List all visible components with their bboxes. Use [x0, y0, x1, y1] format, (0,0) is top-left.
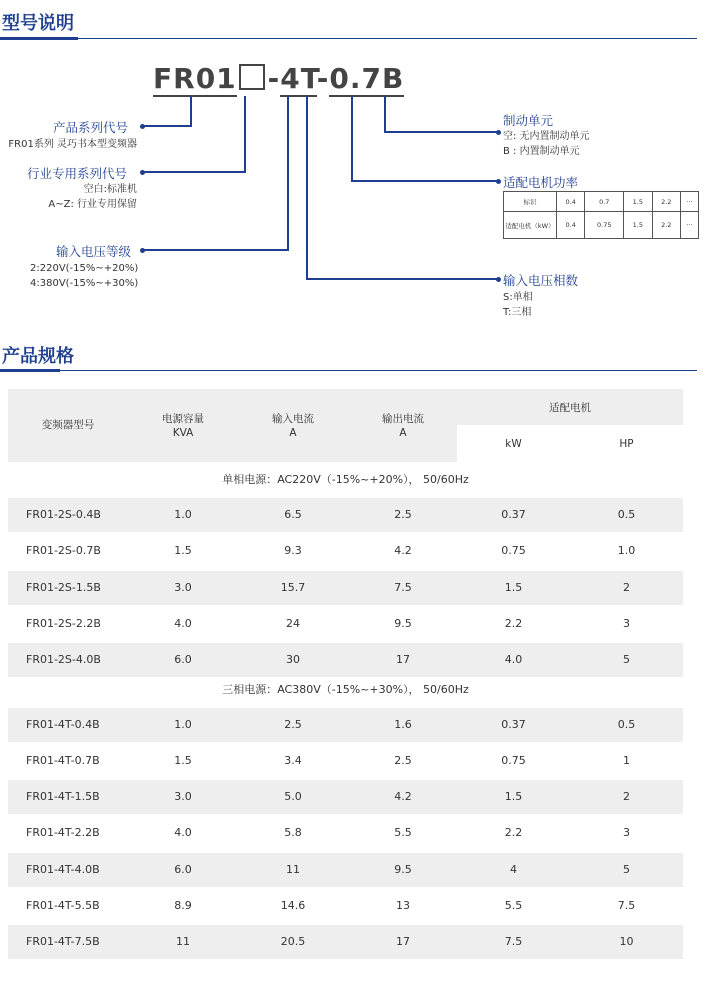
- header-input-current: 输入电流: [272, 413, 314, 425]
- label-voltage-class: 输入电压等级: [56, 244, 132, 259]
- code-voltage: 4T: [280, 62, 317, 95]
- value-cell: 5.5: [504, 899, 523, 912]
- value-cell: 3.0: [174, 790, 192, 804]
- value-cell: 11: [286, 862, 300, 876]
- section-accent: [0, 37, 78, 40]
- label-industry-code: 行业专用系列代号: [27, 166, 128, 181]
- connector-dot: [496, 179, 501, 184]
- section-divider: [0, 38, 697, 39]
- value-cell: 17: [396, 935, 410, 949]
- header-capacity: 电源容量: [162, 413, 204, 425]
- label-brake-desc: 空: 无内置制动单元: [503, 131, 590, 142]
- value-cell: 8.9: [174, 899, 192, 912]
- value-cell: 9.3: [284, 544, 302, 558]
- value-cell: 4.2: [394, 790, 412, 804]
- value-cell: 4: [510, 862, 517, 876]
- group-label: 三相电源：AC380V（-15%~+30%）， 50/60Hz: [222, 682, 469, 696]
- model-cell: FR01-2S-0.4B: [26, 508, 101, 521]
- value-cell: 1.5: [504, 790, 523, 804]
- value-cell: 14.6: [280, 899, 306, 912]
- table-row: [8, 925, 683, 959]
- value-cell: 2.5: [394, 753, 412, 767]
- value-cell: 2.5: [284, 717, 302, 731]
- model-cell: FR01-2S-0.7B: [26, 544, 101, 558]
- model-cell: FR01-4T-2.2B: [26, 826, 100, 840]
- code-series: FR01: [153, 62, 237, 95]
- value-cell: 6.0: [174, 862, 192, 876]
- code-blank-box: [239, 64, 265, 90]
- section-title-spec: 产品规格: [2, 346, 74, 367]
- power-table-cell: ···: [680, 192, 698, 212]
- connector-line: [384, 96, 386, 133]
- label-voltage-desc: 4:380V(-15%~+30%): [30, 278, 139, 289]
- value-cell: 11: [176, 935, 190, 949]
- code-power: 0.7: [329, 62, 382, 95]
- value-cell: 20.5: [280, 935, 306, 949]
- power-table-row: [504, 212, 699, 239]
- value-cell: 4.0: [504, 653, 523, 667]
- header-input-unit: A: [289, 427, 297, 439]
- header-output-current: 输出电流: [382, 413, 424, 425]
- value-cell: 1.6: [394, 717, 412, 731]
- value-cell: 3.0: [174, 580, 192, 594]
- header-hp: HP: [619, 438, 634, 450]
- value-cell: 1.0: [174, 508, 192, 521]
- value-cell: 9.5: [394, 616, 412, 630]
- value-cell: 1: [623, 753, 630, 767]
- header-capacity-unit: KVA: [172, 427, 194, 439]
- header-output-unit: A: [399, 427, 407, 439]
- label-phase: 输入电压相数: [503, 273, 579, 288]
- model-cell: FR01-2S-2.2B: [26, 616, 101, 630]
- model-cell: FR01-2S-1.5B: [26, 580, 101, 594]
- model-cell: FR01-2S-4.0B: [26, 653, 101, 667]
- power-table-cell: 0.4: [557, 212, 585, 239]
- power-table-row: [504, 192, 699, 212]
- group-label: 单相电源：AC220V（-15%~+20%）， 50/60Hz: [222, 473, 469, 486]
- connector-line: [287, 96, 289, 251]
- value-cell: 2: [623, 790, 630, 804]
- value-cell: 5: [623, 653, 630, 667]
- value-cell: 0.37: [501, 508, 526, 521]
- value-cell: 2.2: [504, 826, 523, 840]
- power-table-cell: 2.2: [652, 192, 680, 212]
- connector-line: [244, 96, 246, 173]
- value-cell: 5.0: [284, 790, 302, 804]
- value-cell: 3: [623, 826, 630, 840]
- value-cell: 17: [396, 653, 410, 667]
- label-brake-desc: B : 内置制动单元: [503, 146, 580, 157]
- spec-table: [8, 389, 683, 969]
- power-table-cell: 1.5: [624, 212, 652, 239]
- value-cell: 1.5: [504, 580, 523, 594]
- value-cell: 4.0: [174, 616, 192, 630]
- connector-dot: [496, 130, 501, 135]
- value-cell: 2.5: [394, 508, 412, 521]
- code-dash: -: [316, 62, 330, 95]
- value-cell: 2.2: [504, 616, 523, 630]
- label-industry-desc: 空白:标准机: [83, 184, 137, 195]
- connector-dot: [140, 170, 145, 175]
- power-code-table: [503, 191, 699, 239]
- label-phase-desc: S:单相: [503, 292, 533, 303]
- power-table-cell: 0.4: [557, 192, 585, 212]
- label-motor-power: 适配电机功率: [503, 175, 579, 190]
- connector-line: [142, 125, 192, 127]
- table-row: [8, 853, 683, 887]
- value-cell: 7.5: [394, 580, 412, 594]
- connector-dot: [140, 248, 145, 253]
- value-cell: 3: [623, 616, 630, 630]
- value-cell: 1.0: [617, 544, 636, 558]
- table-row: [8, 643, 683, 677]
- value-cell: 6.5: [284, 508, 302, 521]
- table-row: [8, 780, 683, 814]
- value-cell: 24: [286, 616, 300, 630]
- connector-line: [142, 249, 289, 251]
- label-brake-unit: 制动单元: [503, 113, 554, 128]
- connector-line: [384, 131, 498, 133]
- value-cell: 1.5: [174, 753, 192, 767]
- header-model: 变频器型号: [41, 419, 95, 431]
- power-table-cell: 2.2: [652, 212, 680, 239]
- value-cell: 15.7: [280, 580, 306, 594]
- section-accent: [0, 369, 60, 372]
- value-cell: 0.75: [501, 544, 526, 558]
- table-row: [8, 607, 683, 641]
- section-divider: [0, 370, 697, 371]
- table-row: [8, 816, 683, 850]
- value-cell: 3.4: [284, 753, 302, 767]
- value-cell: 4.0: [174, 826, 192, 840]
- table-row: [8, 708, 683, 742]
- value-cell: 9.5: [394, 862, 412, 876]
- value-cell: 0.5: [617, 508, 636, 521]
- table-row: [8, 744, 683, 778]
- label-phase-desc: T:三相: [503, 307, 532, 318]
- code-dash: -: [267, 62, 281, 95]
- power-table-cell: 0.7: [585, 192, 624, 212]
- value-cell: 10: [619, 935, 634, 949]
- section-title-model: 型号说明: [2, 13, 74, 34]
- label-industry-desc: A~Z: 行业专用保留: [48, 199, 137, 210]
- label-series-desc: FR01系列 灵巧书本型变频器: [8, 139, 137, 150]
- model-cell: FR01-4T-1.5B: [26, 790, 100, 804]
- connector-line: [306, 278, 498, 280]
- connector-line: [351, 96, 353, 182]
- value-cell: 0.5: [617, 717, 636, 731]
- power-table-cell: 1.5: [624, 192, 652, 212]
- table-row: [8, 498, 683, 532]
- label-series-code: 产品系列代号: [53, 120, 129, 135]
- connector-dot: [140, 124, 145, 129]
- table-row: [8, 534, 683, 568]
- model-cell: FR01-4T-5.5B: [26, 899, 100, 912]
- model-cell: FR01-4T-0.7B: [26, 753, 100, 767]
- model-cell: FR01-4T-4.0B: [26, 862, 100, 876]
- connector-dot: [496, 277, 501, 282]
- value-cell: 0.37: [501, 717, 526, 731]
- value-cell: 1.0: [174, 717, 192, 731]
- value-cell: 0.75: [501, 753, 526, 767]
- value-cell: 4.2: [394, 544, 412, 558]
- value-cell: 6.0: [174, 653, 192, 667]
- value-cell: 7.5: [504, 935, 523, 949]
- model-code: [153, 62, 404, 95]
- model-cell: FR01-4T-7.5B: [26, 935, 100, 949]
- power-table-cell: 标识: [504, 192, 557, 212]
- value-cell: 5.5: [394, 826, 412, 840]
- power-table-cell: 0.75: [585, 212, 624, 239]
- connector-line: [351, 180, 498, 182]
- header-kw: kW: [505, 438, 522, 450]
- table-row: [8, 889, 683, 923]
- value-cell: 5: [623, 862, 630, 876]
- table-row: [8, 571, 683, 605]
- model-cell: FR01-4T-0.4B: [26, 717, 100, 731]
- connector-line: [306, 96, 308, 280]
- connector-line: [142, 171, 246, 173]
- value-cell: 7.5: [617, 899, 636, 912]
- value-cell: 13: [396, 899, 410, 912]
- code-brake: B: [381, 62, 405, 95]
- power-table-cell: 适配电机（kW）: [504, 212, 557, 239]
- label-voltage-desc: 2:220V(-15%~+20%): [30, 263, 139, 274]
- value-cell: 5.8: [284, 826, 302, 840]
- header-motor: 适配电机: [549, 402, 591, 414]
- value-cell: 30: [286, 653, 300, 667]
- value-cell: 1.5: [174, 544, 192, 558]
- connector-line: [190, 96, 192, 127]
- value-cell: 2: [623, 580, 630, 594]
- power-table-cell: ···: [680, 212, 698, 239]
